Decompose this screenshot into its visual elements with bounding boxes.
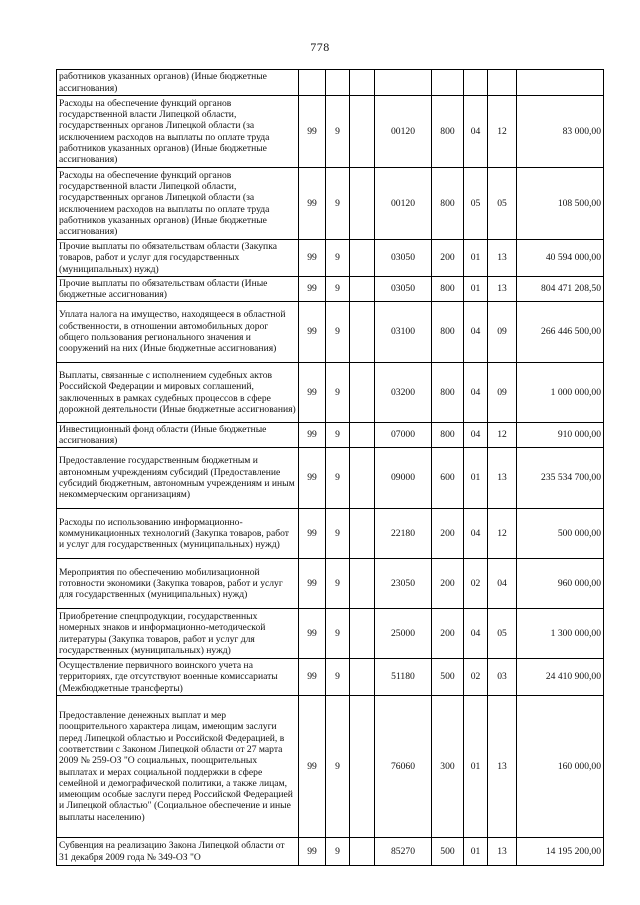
table-row — [57, 423, 604, 448]
row-description: Расходы по использованию информационно-коммуникационных технологий (Закупка товаров, работ и услуг для государственных (муниципальных) нужд) — [57, 509, 299, 559]
amount: 1 000 000,00 — [517, 363, 604, 423]
row-description: Предоставление государственным бюджетным и автономным учреждениям субсидий (Предоставление субсидий бюджетным, автономным учреждениям и иным некоммерческим организациям) — [57, 448, 299, 509]
blank-code — [350, 168, 375, 240]
subsection-code: 13 — [488, 448, 517, 509]
subsection-code: 13 — [488, 838, 517, 866]
row-description: Расходы на обеспечение функций органов государственной власти Липецкой области, государственных органов Липецкой области (за исключением расходов на выплаты по оплате труда работников указанных органов) (Иные бюджетные ассигнования) — [57, 168, 299, 240]
state-program-code: 99 — [299, 277, 326, 302]
target-item-code: 51180 — [375, 659, 432, 696]
target-item-code: 00120 — [375, 168, 432, 240]
blank-code — [350, 559, 375, 609]
table-row — [57, 509, 604, 559]
section-code — [464, 70, 488, 96]
expense-type-code: 300 — [432, 696, 464, 838]
blank-code — [350, 448, 375, 509]
state-program-code: 99 — [299, 96, 326, 168]
blank-code — [350, 96, 375, 168]
section-code: 01 — [464, 838, 488, 866]
expense-type-code: 800 — [432, 168, 464, 240]
section-code: 04 — [464, 423, 488, 448]
target-item-code: 23050 — [375, 559, 432, 609]
state-program-code: 99 — [299, 363, 326, 423]
blank-code — [350, 838, 375, 866]
row-description: Субвенция на реализацию Закона Липецкой области от 31 декабря 2009 года № 349-ОЗ "О — [57, 838, 299, 866]
subsection-code: 09 — [488, 363, 517, 423]
target-item-code: 03050 — [375, 240, 432, 277]
blank-code — [350, 70, 375, 96]
section-code: 01 — [464, 240, 488, 277]
target-item-code: 09000 — [375, 448, 432, 509]
row-description: Мероприятия по обеспечению мобилизационной готовности экономики (Закупка товаров, работ и услуг для государственных (муниципальных) нужд) — [57, 559, 299, 609]
state-program-code: 99 — [299, 696, 326, 838]
target-item-code: 07000 — [375, 423, 432, 448]
section-code: 02 — [464, 659, 488, 696]
table-row — [57, 696, 604, 838]
row-description: Выплаты, связанные с исполнением судебных актов Российской Федерации и мировых соглашений, заключенных в рамках судебных процессов в сфере дорожной деятельности (Иные бюджетные ассигнования) — [57, 363, 299, 423]
section-code: 05 — [464, 168, 488, 240]
subsection-code: 12 — [488, 423, 517, 448]
row-description: Прочие выплаты по обязательствам области (Закупка товаров, работ и услуг для государственных (муниципальных) нужд) — [57, 240, 299, 277]
expense-type-code: 800 — [432, 96, 464, 168]
table-row — [57, 838, 604, 866]
expense-type-code: 500 — [432, 838, 464, 866]
target-item-code: 03200 — [375, 363, 432, 423]
subprogram-code: 9 — [326, 96, 350, 168]
expense-type-code: 800 — [432, 363, 464, 423]
subprogram-code: 9 — [326, 509, 350, 559]
table-row — [57, 448, 604, 509]
row-description: Предоставление денежных выплат и мер поощрительного характера лицам, имеющим заслуги перед Липецкой областью и Российской Федерацией, в соответствии с Законом Липецкой области от 27 марта 2009 № 259-ОЗ "О социальных, поощрительных выплатах и мерах социальной поддержки в сфере семейной и демографической политики, а также лицам, имеющим особые заслуги перед Российской Федерацией и Липецкой областью" (Социальное обеспечение и иные выплаты населению) — [57, 696, 299, 838]
blank-code — [350, 423, 375, 448]
amount: 24 410 900,00 — [517, 659, 604, 696]
target-item-code: 03100 — [375, 302, 432, 363]
subsection-code: 03 — [488, 659, 517, 696]
subsection-code: 09 — [488, 302, 517, 363]
state-program-code: 99 — [299, 168, 326, 240]
subprogram-code: 9 — [326, 423, 350, 448]
blank-code — [350, 277, 375, 302]
state-program-code: 99 — [299, 609, 326, 659]
section-code: 02 — [464, 559, 488, 609]
target-item-code: 25000 — [375, 609, 432, 659]
subsection-code: 04 — [488, 559, 517, 609]
section-code: 04 — [464, 509, 488, 559]
subprogram-code: 9 — [326, 363, 350, 423]
subprogram-code: 9 — [326, 168, 350, 240]
amount: 500 000,00 — [517, 509, 604, 559]
subsection-code: 05 — [488, 168, 517, 240]
table-row — [57, 302, 604, 363]
blank-code — [350, 509, 375, 559]
row-description: Прочие выплаты по обязательствам области (Иные бюджетные ассигнования) — [57, 277, 299, 302]
expense-type-code: 500 — [432, 659, 464, 696]
subprogram-code: 9 — [326, 838, 350, 866]
row-description: работников указанных органов) (Иные бюджетные ассигнования) — [57, 70, 299, 96]
subprogram-code: 9 — [326, 448, 350, 509]
section-code: 01 — [464, 448, 488, 509]
subsection-code: 13 — [488, 240, 517, 277]
amount: 266 446 500,00 — [517, 302, 604, 363]
amount: 14 195 200,00 — [517, 838, 604, 866]
subsection-code: 05 — [488, 609, 517, 659]
expense-type-code: 800 — [432, 277, 464, 302]
expense-type-code: 200 — [432, 609, 464, 659]
subprogram-code: 9 — [326, 609, 350, 659]
expense-type-code: 800 — [432, 423, 464, 448]
subprogram-code — [326, 70, 350, 96]
subprogram-code: 9 — [326, 240, 350, 277]
section-code: 04 — [464, 609, 488, 659]
state-program-code — [299, 70, 326, 96]
target-item-code: 03050 — [375, 277, 432, 302]
table-row — [57, 168, 604, 240]
table-row — [57, 277, 604, 302]
target-item-code: 85270 — [375, 838, 432, 866]
subsection-code: 12 — [488, 509, 517, 559]
state-program-code: 99 — [299, 509, 326, 559]
budget-table — [56, 69, 604, 866]
table-row — [57, 363, 604, 423]
blank-code — [350, 696, 375, 838]
amount: 960 000,00 — [517, 559, 604, 609]
subprogram-code: 9 — [326, 559, 350, 609]
state-program-code: 99 — [299, 559, 326, 609]
target-item-code: 22180 — [375, 509, 432, 559]
subprogram-code: 9 — [326, 277, 350, 302]
blank-code — [350, 240, 375, 277]
state-program-code: 99 — [299, 240, 326, 277]
row-description: Расходы на обеспечение функций органов государственной власти Липецкой области, государственных органов Липецкой области (за исключением расходов на выплаты по оплате труда работников указанных органов) (Иные бюджетные ассигнования) — [57, 96, 299, 168]
state-program-code: 99 — [299, 448, 326, 509]
section-code: 04 — [464, 363, 488, 423]
amount: 108 500,00 — [517, 168, 604, 240]
row-description: Инвестиционный фонд области (Иные бюджетные ассигнования) — [57, 423, 299, 448]
budget-table-body — [57, 70, 604, 866]
expense-type-code: 200 — [432, 509, 464, 559]
blank-code — [350, 609, 375, 659]
expense-type-code: 200 — [432, 240, 464, 277]
expense-type-code: 200 — [432, 559, 464, 609]
state-program-code: 99 — [299, 838, 326, 866]
subsection-code — [488, 70, 517, 96]
amount: 83 000,00 — [517, 96, 604, 168]
subsection-code: 13 — [488, 696, 517, 838]
blank-code — [350, 302, 375, 363]
state-program-code: 99 — [299, 659, 326, 696]
expense-type-code: 800 — [432, 302, 464, 363]
target-item-code: 00120 — [375, 96, 432, 168]
table-row — [57, 559, 604, 609]
row-description: Уплата налога на имущество, находящееся в областной собственности, в отношении автомобильных дорог общего пользования регионального значения и сооружений на них (Иные бюджетные ассигнования) — [57, 302, 299, 363]
expense-type-code: 600 — [432, 448, 464, 509]
section-code: 01 — [464, 696, 488, 838]
amount: 235 534 700,00 — [517, 448, 604, 509]
table-row — [57, 96, 604, 168]
state-program-code: 99 — [299, 423, 326, 448]
subprogram-code: 9 — [326, 659, 350, 696]
page-number: 778 — [310, 40, 330, 54]
subsection-code: 13 — [488, 277, 517, 302]
table-row — [57, 240, 604, 277]
blank-code — [350, 363, 375, 423]
subprogram-code: 9 — [326, 696, 350, 838]
subprogram-code: 9 — [326, 302, 350, 363]
row-description: Приобретение спецпродукции, государственных номерных знаков и информационно-методической литературы (Закупка товаров, работ и услуг для государственных (муниципальных) нужд) — [57, 609, 299, 659]
amount: 160 000,00 — [517, 696, 604, 838]
amount: 804 471 208,50 — [517, 277, 604, 302]
section-code: 04 — [464, 302, 488, 363]
amount — [517, 70, 604, 96]
amount: 40 594 000,00 — [517, 240, 604, 277]
section-code: 01 — [464, 277, 488, 302]
table-row — [57, 659, 604, 696]
row-description: Осуществление первичного воинского учета на территориях, где отсутствуют военные комиссариаты (Межбюджетные трансферты) — [57, 659, 299, 696]
expense-type-code — [432, 70, 464, 96]
amount: 910 000,00 — [517, 423, 604, 448]
target-item-code — [375, 70, 432, 96]
table-row — [57, 609, 604, 659]
state-program-code: 99 — [299, 302, 326, 363]
amount: 1 300 000,00 — [517, 609, 604, 659]
target-item-code: 76060 — [375, 696, 432, 838]
subsection-code: 12 — [488, 96, 517, 168]
table-row — [57, 70, 604, 96]
section-code: 04 — [464, 96, 488, 168]
blank-code — [350, 659, 375, 696]
